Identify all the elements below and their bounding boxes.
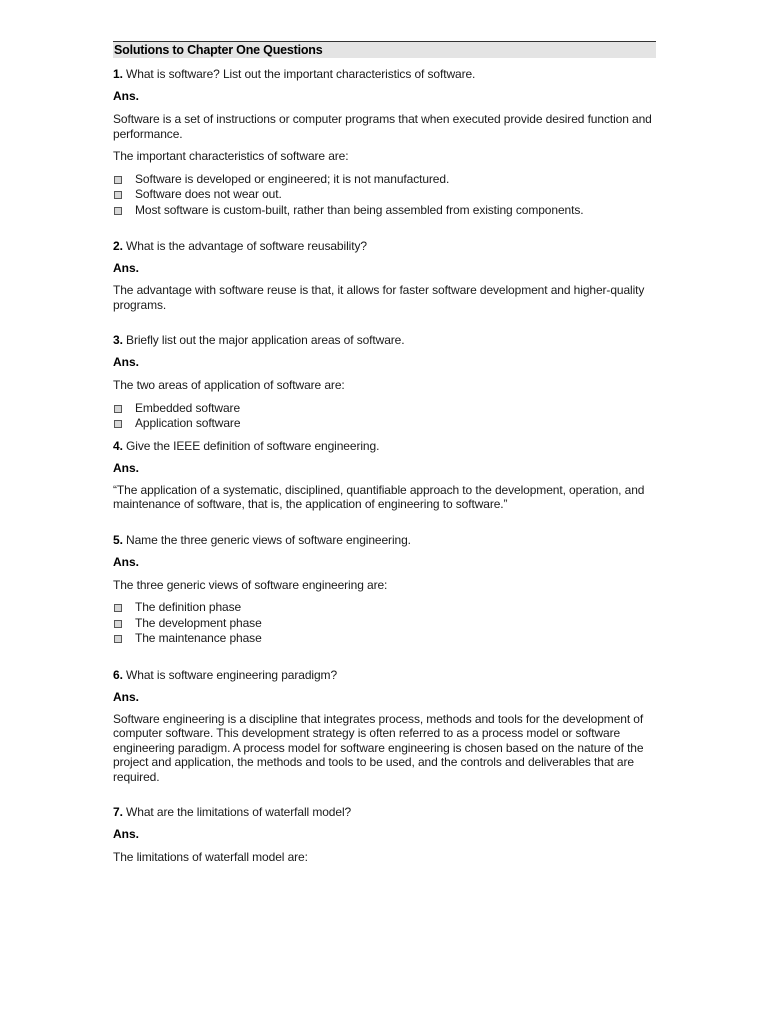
answer-label: Ans. — [113, 689, 140, 704]
question-number: 7. — [113, 805, 123, 819]
question-text: What is software engineering paradigm? — [126, 667, 338, 682]
question-1 — [113, 67, 656, 82]
square-bullet-icon — [114, 604, 122, 612]
list-item: Application software — [113, 416, 656, 432]
bullet-list — [113, 172, 656, 219]
bullet-list — [113, 401, 656, 432]
list-item: Software is developed or engineered; it is not manufactured. — [113, 172, 656, 188]
answer-label: Ans. — [113, 261, 140, 275]
page-title: Solutions to Chapter One Questions — [113, 41, 656, 58]
square-bullet-icon — [114, 620, 122, 628]
question-6 — [113, 668, 656, 683]
list-item: The development phase — [113, 616, 656, 632]
answer-paragraph: The important characteristics of software are: — [113, 149, 349, 163]
answer-paragraph: The three generic views of software engineering are: — [113, 577, 388, 592]
document-page — [113, 41, 656, 865]
list-item: The definition phase — [113, 600, 656, 616]
question-text: Give the IEEE definition of software engineering. — [126, 438, 380, 453]
question-number: 6. — [113, 667, 123, 682]
answer-label: Ans. — [113, 554, 140, 569]
question-text: What is software? List out the important characteristics of software. — [126, 67, 476, 81]
question-5 — [113, 533, 656, 548]
question-text: Name the three generic views of software engineering. — [126, 532, 411, 547]
list-item: The maintenance phase — [113, 631, 656, 647]
answer-paragraph: Software is a set of instructions or computer programs that when executed provide desired function and performance. — [113, 112, 652, 141]
answer-paragraph: The advantage with software reuse is that, it allows for faster software development and higher-quality programs. — [113, 283, 645, 312]
square-bullet-icon — [114, 420, 122, 428]
answer-label: Ans. — [113, 355, 140, 369]
question-number: 3. — [113, 333, 123, 347]
answer-label: Ans. — [113, 89, 140, 103]
question-number: 1. — [113, 67, 123, 81]
square-bullet-icon — [114, 405, 122, 413]
question-7 — [113, 805, 656, 820]
question-number: 4. — [113, 438, 123, 453]
list-item: Most software is custom-built, rather than being assembled from existing components. — [113, 203, 656, 219]
square-bullet-icon — [114, 635, 122, 643]
bullet-list — [113, 600, 656, 647]
square-bullet-icon — [114, 207, 122, 215]
question-text: What is the advantage of software reusability? — [126, 239, 367, 253]
square-bullet-icon — [114, 176, 122, 184]
list-item: Embedded software — [113, 401, 656, 417]
question-number: 2. — [113, 239, 123, 253]
question-4 — [113, 439, 656, 454]
answer-paragraph: The two areas of application of software are: — [113, 378, 345, 392]
answer-label: Ans. — [113, 827, 140, 841]
answer-paragraph: “The application of a systematic, disciplined, quantifiable approach to the development, operation, and maintenance of software, that is, the application of engineering to software.” — [113, 482, 645, 511]
question-text: What are the limitations of waterfall model? — [126, 805, 352, 819]
answer-paragraph: Software engineering is a discipline that integrates process, methods and tools for the development of computer software. This development strategy is often referred to as a process model or software engineering paradigm. A process model for software engineering is chosen based on the nature of the project and application, the methods and tools to be used, and the controls and deliverables that are required. — [113, 711, 644, 784]
answer-label: Ans. — [113, 460, 140, 475]
question-2 — [113, 239, 656, 254]
square-bullet-icon — [114, 191, 122, 199]
question-number: 5. — [113, 532, 123, 547]
question-text: Briefly list out the major application areas of software. — [126, 333, 405, 347]
list-item: Software does not wear out. — [113, 187, 656, 203]
question-3 — [113, 333, 656, 348]
answer-paragraph: The limitations of waterfall model are: — [113, 850, 308, 864]
